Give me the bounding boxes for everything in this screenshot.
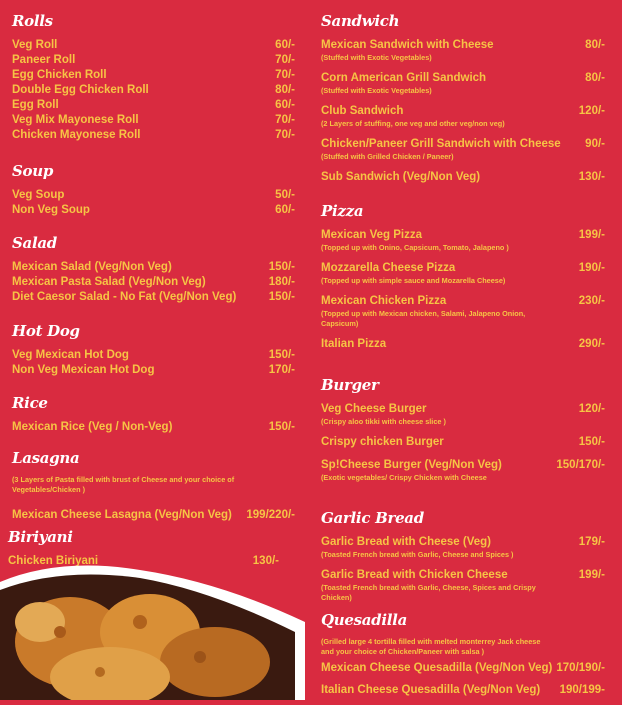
menu-item bbox=[321, 568, 605, 603]
menu-item-row bbox=[321, 458, 605, 473]
section-heading: Sandwich bbox=[321, 12, 400, 30]
menu-item bbox=[12, 348, 295, 363]
menu-item-row bbox=[321, 294, 605, 309]
menu-item bbox=[321, 661, 605, 676]
menu-item-row bbox=[12, 188, 295, 203]
item-description: (Exotic vegetables/ Crispy Chicken with Cheese bbox=[321, 473, 487, 482]
menu-item-row bbox=[12, 508, 295, 523]
menu-section-quesadilla bbox=[321, 609, 605, 705]
menu-item-row bbox=[12, 53, 295, 68]
menu-item bbox=[321, 104, 605, 129]
item-price: 130/- bbox=[252, 555, 279, 567]
menu-item-row bbox=[321, 228, 605, 243]
item-name: Diet Caesor Salad - No Fat (Veg/Non Veg) bbox=[12, 291, 237, 303]
item-price: 190/- bbox=[578, 262, 605, 274]
menu-item-row bbox=[12, 128, 295, 143]
item-price: 199/220/- bbox=[246, 509, 295, 521]
item-description: (Toasted French bread with Garlic, Cheese and Spices ) bbox=[321, 550, 514, 559]
section-heading: Burger bbox=[321, 376, 379, 394]
section-description: (Grilled large 4 tortilla filled with melted monterrey Jack cheese and your choice of Chicken/Paneer with salsa ) bbox=[321, 637, 541, 656]
item-name: Club Sandwich bbox=[321, 105, 404, 117]
item-name: Mexican Sandwich with Cheese bbox=[321, 39, 494, 51]
menu-item bbox=[12, 83, 295, 98]
menu-item bbox=[12, 188, 295, 203]
menu-item bbox=[12, 260, 295, 275]
menu-item-row bbox=[321, 337, 605, 352]
item-name: Mexican Salad (Veg/Non Veg) bbox=[12, 261, 172, 273]
section-heading: Biriyani bbox=[8, 528, 73, 546]
item-name: Mexican Cheese Quesadilla (Veg/Non Veg) bbox=[321, 662, 553, 674]
menu-item-row bbox=[321, 38, 605, 53]
menu-item-row bbox=[12, 420, 295, 435]
menu-item bbox=[321, 458, 605, 483]
menu-item-row bbox=[321, 104, 605, 119]
item-name: Chicken Biriyani bbox=[8, 555, 99, 567]
item-name: Egg Chicken Roll bbox=[12, 69, 107, 81]
menu-item bbox=[321, 294, 605, 329]
menu-item-row bbox=[12, 363, 295, 378]
menu-section-hot-dog bbox=[12, 320, 295, 378]
item-price: 70/- bbox=[275, 114, 295, 126]
menu-item bbox=[12, 290, 295, 305]
menu-item-row bbox=[321, 683, 605, 698]
item-price: 150/- bbox=[268, 421, 295, 433]
menu-section-garlic-bread bbox=[321, 507, 605, 611]
menu-section-burger bbox=[321, 374, 605, 491]
item-price: 150/- bbox=[268, 291, 295, 303]
item-name: Veg Mexican Hot Dog bbox=[12, 349, 129, 361]
item-price: 80/- bbox=[585, 72, 605, 84]
menu-item bbox=[321, 261, 605, 286]
menu-item-row bbox=[12, 275, 295, 290]
item-price: 50/- bbox=[275, 189, 295, 201]
menu-item-row bbox=[321, 137, 605, 152]
menu-item bbox=[12, 68, 295, 83]
section-heading: Garlic Bread bbox=[321, 509, 424, 527]
item-description: (Stuffed with Exotic Vegetables) bbox=[321, 86, 432, 95]
item-name: Italian Cheese Quesadilla (Veg/Non Veg) bbox=[321, 684, 541, 696]
menu-item-row bbox=[321, 170, 605, 185]
item-price: 150/- bbox=[578, 436, 605, 448]
item-price: 230/- bbox=[578, 295, 605, 307]
section-heading: Rice bbox=[12, 394, 48, 412]
item-price: 90/- bbox=[585, 138, 605, 150]
menu-item-row bbox=[321, 435, 605, 450]
item-name: Mexican Veg Pizza bbox=[321, 229, 422, 241]
item-name: Sub Sandwich (Veg/Non Veg) bbox=[321, 171, 481, 183]
item-price: 199/- bbox=[578, 569, 605, 581]
item-description: (Stuffed with Grilled Chicken / Paneer) bbox=[321, 152, 454, 161]
item-name: Sp!Cheese Burger (Veg/Non Veg) bbox=[321, 459, 502, 471]
menu-item bbox=[321, 435, 605, 450]
item-name: Non Veg Mexican Hot Dog bbox=[12, 364, 155, 376]
menu-item bbox=[321, 337, 605, 352]
menu-item-row bbox=[12, 290, 295, 305]
item-price: 60/- bbox=[275, 39, 295, 51]
menu-item-row bbox=[12, 113, 295, 128]
menu-item bbox=[12, 38, 295, 53]
item-price: 199/- bbox=[578, 229, 605, 241]
item-name: Mexican Pasta Salad (Veg/Non Veg) bbox=[12, 276, 206, 288]
item-description: (2 Layers of stuffing, one veg and other veg/non veg) bbox=[321, 119, 505, 128]
menu-section-rolls bbox=[12, 10, 295, 143]
item-price: 290/- bbox=[578, 338, 605, 350]
item-price: 120/- bbox=[578, 105, 605, 117]
menu-item-row bbox=[321, 661, 605, 676]
item-price: 120/- bbox=[578, 403, 605, 415]
menu-item-row bbox=[321, 402, 605, 417]
section-description: (3 Layers of Pasta filled with brust of Cheese and your choice of Vegetables/Chicken ) bbox=[12, 475, 235, 494]
menu-item-row bbox=[321, 261, 605, 276]
item-description: (Stuffed with Exotic Vegetables) bbox=[321, 53, 432, 62]
item-price: 190/199- bbox=[559, 684, 605, 696]
menu-item bbox=[12, 508, 295, 523]
menu-item-row bbox=[321, 71, 605, 86]
section-heading: Hot Dog bbox=[12, 322, 80, 340]
menu-section-sandwich bbox=[321, 10, 605, 193]
item-name: Mexican Chicken Pizza bbox=[321, 295, 447, 307]
item-description: (Crispy aloo tikki with cheese slice ) bbox=[321, 417, 446, 426]
menu-section-salad bbox=[12, 232, 295, 305]
menu-item-row bbox=[12, 260, 295, 275]
item-name: Egg Roll bbox=[12, 99, 59, 111]
section-heading: Quesadilla bbox=[321, 611, 407, 629]
menu-item bbox=[12, 203, 295, 218]
item-name: Chicken Mayonese Roll bbox=[12, 129, 141, 141]
item-name: Mexican Cheese Lasagna (Veg/Non Veg) bbox=[12, 509, 232, 521]
menu-item bbox=[321, 535, 605, 560]
section-heading: Salad bbox=[12, 234, 57, 252]
section-heading: Rolls bbox=[12, 12, 53, 30]
menu-item bbox=[321, 683, 605, 698]
menu-section-soup bbox=[12, 160, 295, 218]
item-price: 130/- bbox=[578, 171, 605, 183]
menu-item bbox=[12, 420, 295, 435]
menu-item bbox=[12, 128, 295, 143]
menu-item-row bbox=[12, 83, 295, 98]
item-name: Veg Mix Mayonese Roll bbox=[12, 114, 139, 126]
menu-item-row bbox=[12, 68, 295, 83]
section-heading: Pizza bbox=[321, 202, 364, 220]
item-price: 70/- bbox=[275, 129, 295, 141]
menu-item bbox=[321, 402, 605, 427]
menu-item bbox=[321, 71, 605, 96]
section-heading: Lasagna bbox=[12, 449, 80, 467]
menu-item-row bbox=[12, 203, 295, 218]
item-name: Paneer Roll bbox=[12, 54, 76, 66]
menu-section-rice bbox=[12, 392, 295, 435]
item-price: 150/- bbox=[268, 261, 295, 273]
item-price: 150/- bbox=[268, 349, 295, 361]
item-name: Mexican Rice (Veg / Non-Veg) bbox=[12, 421, 173, 433]
fried-chicken-photo bbox=[0, 562, 305, 700]
item-name: Garlic Bread with Cheese (Veg) bbox=[321, 536, 492, 548]
menu-item bbox=[321, 170, 605, 185]
menu-item-row bbox=[321, 535, 605, 550]
menu-item-row bbox=[321, 568, 605, 583]
menu-item bbox=[12, 363, 295, 378]
item-name: Veg Cheese Burger bbox=[321, 403, 427, 415]
item-name: Non Veg Soup bbox=[12, 204, 90, 216]
item-description: (Topped up with Onino, Capsicum, Tomato, Jalapeno ) bbox=[321, 243, 509, 252]
item-description: (Topped up with simple sauce and Mozarella Cheese) bbox=[321, 276, 506, 285]
item-price: 179/- bbox=[578, 536, 605, 548]
item-name: Chicken/Paneer Grill Sandwich with Cheese bbox=[321, 138, 561, 150]
item-name: Veg Roll bbox=[12, 39, 58, 51]
item-name: Mozzarella Cheese Pizza bbox=[321, 262, 456, 274]
menu-item bbox=[12, 53, 295, 68]
item-name: Italian Pizza bbox=[321, 338, 387, 350]
item-price: 170/190/- bbox=[556, 662, 605, 674]
menu-item bbox=[321, 38, 605, 63]
menu-item bbox=[321, 137, 605, 162]
menu-section-lasagna bbox=[12, 447, 295, 523]
item-price: 60/- bbox=[275, 204, 295, 216]
item-name: Veg Soup bbox=[12, 189, 65, 201]
item-price: 70/- bbox=[275, 69, 295, 81]
item-description: (Toasted French bread with Garlic, Cheese, Spices and Crispy Chicken) bbox=[321, 583, 536, 602]
menu-item-row bbox=[12, 98, 295, 113]
item-price: 150/170/- bbox=[556, 459, 605, 471]
item-name: Crispy chicken Burger bbox=[321, 436, 444, 448]
item-price: 70/- bbox=[275, 54, 295, 66]
section-heading: Soup bbox=[12, 162, 54, 180]
item-price: 60/- bbox=[275, 99, 295, 111]
menu-item-row bbox=[12, 38, 295, 53]
item-name: Corn American Grill Sandwich bbox=[321, 72, 487, 84]
menu-item bbox=[12, 275, 295, 290]
item-description: (Topped up with Mexican chicken, Salami, Jalapeno Onion, Capsicum) bbox=[321, 309, 526, 328]
menu-item bbox=[321, 228, 605, 253]
menu-item-row bbox=[12, 348, 295, 363]
item-name: Garlic Bread with Chicken Cheese bbox=[321, 569, 508, 581]
item-price: 180/- bbox=[268, 276, 295, 288]
item-name: Double Egg Chicken Roll bbox=[12, 84, 149, 96]
menu-section-pizza bbox=[321, 200, 605, 360]
menu-item bbox=[12, 113, 295, 128]
item-price: 80/- bbox=[585, 39, 605, 51]
item-price: 80/- bbox=[275, 84, 295, 96]
menu-item bbox=[12, 98, 295, 113]
item-price: 170/- bbox=[268, 364, 295, 376]
